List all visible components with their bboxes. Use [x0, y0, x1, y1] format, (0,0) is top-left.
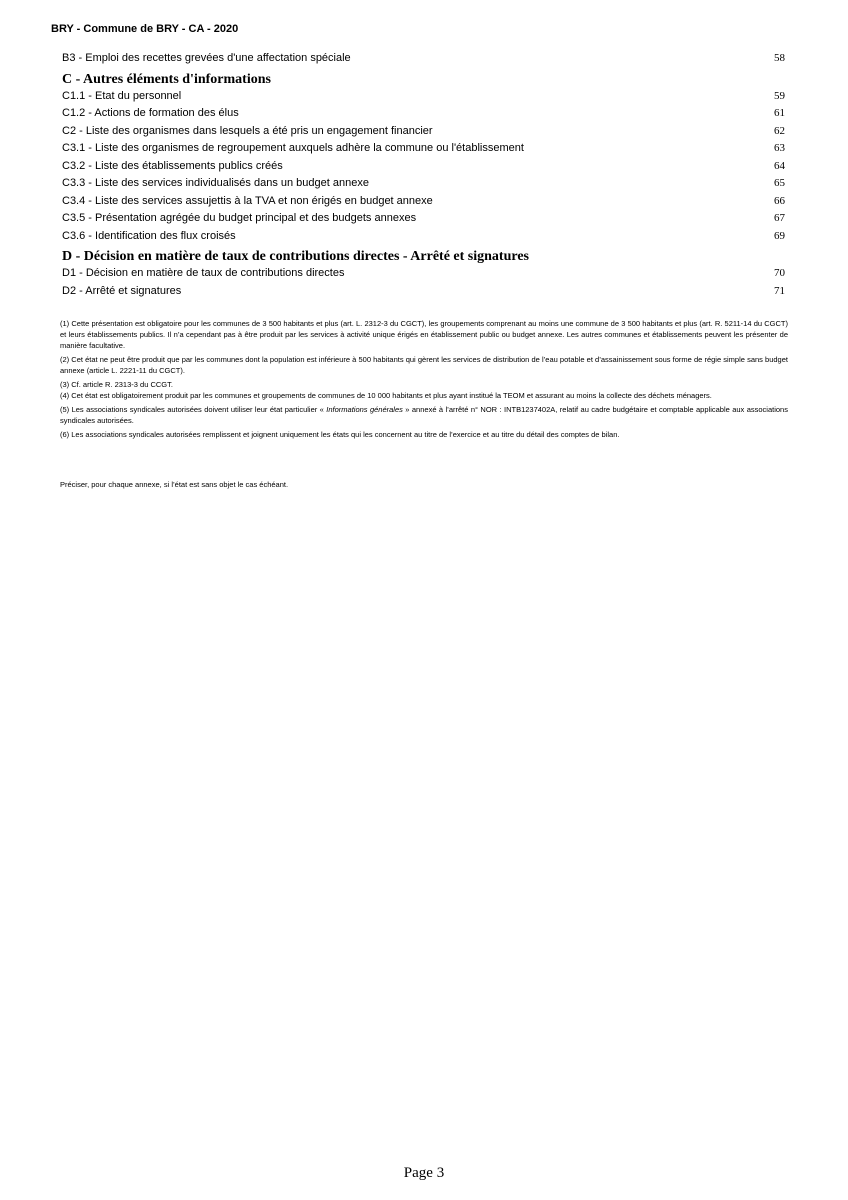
toc-entry-label: C1.2 - Actions de formation des élus [62, 107, 239, 119]
toc-entry-page: 66 [774, 194, 785, 207]
document-header: BRY - Commune de BRY - CA - 2020 [51, 23, 239, 35]
footnote-6: (6) Les associations syndicales autorisées remplissent et joignent uniquement les états qui les concernent au titre de l’exercice et au titre du détail des comptes de bilan. [60, 430, 620, 439]
toc-entry-label: C3.5 - Présentation agrégée du budget principal et des budgets annexes [62, 212, 417, 224]
toc-entry-page: 70 [774, 267, 785, 279]
toc-entry-label: B3 - Emploi des recettes grevées d'une affectation spéciale [62, 52, 351, 64]
toc-entry-c3-2 [62, 160, 787, 178]
toc-entry-page: 63 [774, 142, 785, 154]
toc-entry-page: 64 [774, 159, 785, 172]
toc-entry-label: C2 - Liste des organismes dans lesquels a été pris un engagement financier [62, 124, 433, 137]
toc-entry-label: C1.1 - Etat du personnel [62, 89, 182, 102]
toc-entry-c3-3 [62, 177, 787, 195]
section-c-heading: C - Autres éléments d'informations [62, 71, 271, 87]
toc-entry-b3 [62, 52, 787, 70]
toc-entry-c3-6 [62, 230, 787, 248]
footnote-2: (2) Cet état ne peut être produit que par les communes dont la population est inférieure à 500 habitants qui gèrent les services de distribution de l’eau potable et d’assainissement sous forme de régie simple sans budget annexe (article L. 2221-11 du CGCT). [60, 355, 788, 375]
closing-note: Préciser, pour chaque annexe, si l’état est sans objet le cas échéant. [60, 480, 289, 489]
toc-entry-page: 58 [774, 52, 785, 64]
footnote-5 [60, 404, 788, 426]
toc-entry-label: C3.2 - Liste des établissements publics créés [62, 159, 283, 172]
toc-entry-label: C3.1 - Liste des organismes de regroupement auxquels adhère la commune ou l'établissement [62, 142, 524, 154]
footnote-5-italic-title: Informations générales [326, 405, 403, 414]
toc-entry-label: C3.4 - Liste des services assujettis à la TVA et non érigés en budget annexe [62, 194, 433, 207]
page-number: Page 3 [403, 1165, 445, 1181]
table-of-contents [62, 52, 787, 302]
footnote-3: (3) Cf. article R. 2313-3 du CCGT. [60, 380, 173, 389]
toc-entry-page: 59 [774, 89, 785, 102]
toc-entry-page: 69 [774, 229, 785, 242]
footnote-1: (1) Cette présentation est obligatoire pour les communes de 3 500 habitants et plus (art. L. 2312-3 du CGCT), les groupements comprenant au moins une commune de 3 500 habitants et plus (art. R. 5211-14 du CGCT) et leurs établissements publics. Il n’a cependant pas à être produit par les services à activité unique érigés en établissement public ou budget annexe. Les autres communes et établissements peuvent les présenter de manière facultative. [60, 319, 788, 350]
toc-entry-d1 [62, 267, 787, 285]
footnotes [60, 318, 788, 443]
toc-entry-page: 67 [774, 212, 785, 224]
toc-entry-c3-5 [62, 212, 787, 230]
footnote-4: (4) Cet état est obligatoirement produit par les communes et groupements de communes de 10 000 habitants et plus ayant institué la TEOM et assurant au moins la collecte des déchets ménagers. [60, 391, 712, 400]
toc-entry-label: D2 - Arrêté et signatures [62, 284, 182, 297]
footnote-5-text-end: » annexé à l’arrêté n° NOR : INTB1237402A, relatif au cadre budgétaire et comptable applicable aux associations syndicales autorisées. [60, 405, 788, 425]
toc-entry-d2 [62, 285, 787, 303]
toc-entry-c3-4 [62, 195, 787, 213]
section-d-heading: D - Décision en matière de taux de contributions directes - Arrêté et signatures [62, 249, 529, 264]
toc-entry-label: C3.6 - Identification des flux croisés [62, 229, 236, 242]
toc-entry-c3-1 [62, 142, 787, 160]
toc-entry-c2 [62, 125, 787, 143]
footnote-5-text-start: (5) Les associations syndicales autorisées doivent utiliser leur état particulier « [60, 405, 327, 414]
toc-entry-c1-2 [62, 107, 787, 125]
toc-entry-page: 61 [774, 107, 785, 119]
toc-entry-page: 71 [774, 284, 785, 297]
toc-entry-page: 62 [774, 124, 785, 137]
toc-entry-c1-1 [62, 90, 787, 108]
toc-entry-page: 65 [774, 177, 785, 189]
toc-entry-label: C3.3 - Liste des services individualisés dans un budget annexe [62, 177, 369, 189]
toc-entry-label: D1 - Décision en matière de taux de contributions directes [62, 267, 345, 279]
